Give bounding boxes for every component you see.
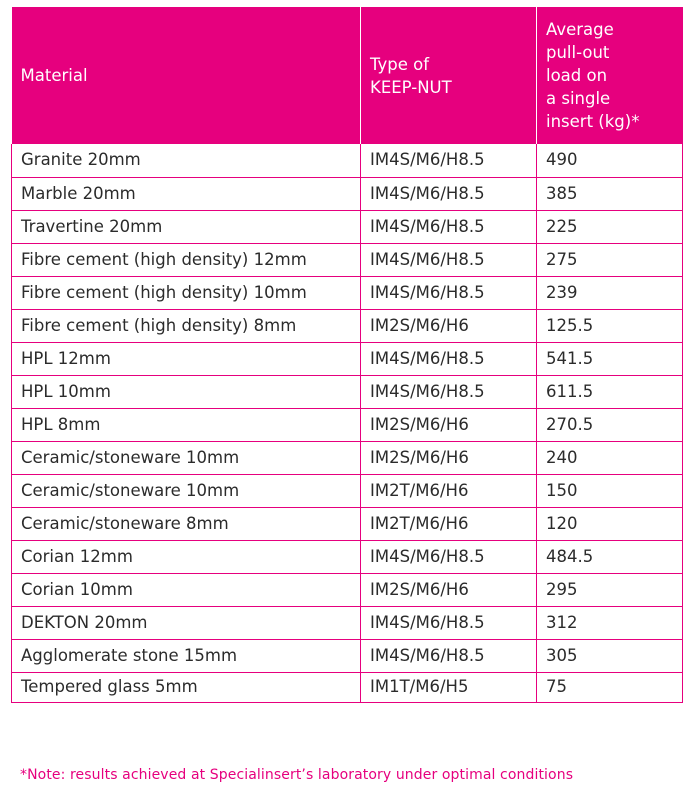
cell-pull-out-load: 240 xyxy=(537,441,683,474)
cell-keep-nut-type: IM2S/M6/H6 xyxy=(361,441,537,474)
cell-keep-nut-type: IM4S/M6/H8.5 xyxy=(361,540,537,573)
cell-material: Agglomerate stone 15mm xyxy=(12,639,361,672)
cell-material: Travertine 20mm xyxy=(12,210,361,243)
cell-pull-out-load: 484.5 xyxy=(537,540,683,573)
table-row xyxy=(12,210,683,243)
cell-keep-nut-type: IM4S/M6/H8.5 xyxy=(361,177,537,210)
table-row xyxy=(12,177,683,210)
cell-keep-nut-type: IM4S/M6/H8.5 xyxy=(361,639,537,672)
cell-pull-out-load: 225 xyxy=(537,210,683,243)
cell-keep-nut-type: IM4S/M6/H8.5 xyxy=(361,342,537,375)
cell-material: Corian 12mm xyxy=(12,540,361,573)
cell-material: Granite 20mm xyxy=(12,144,361,177)
cell-pull-out-load: 150 xyxy=(537,474,683,507)
cell-keep-nut-type: IM4S/M6/H8.5 xyxy=(361,243,537,276)
header-load xyxy=(537,7,683,144)
header-material-label: Material xyxy=(20,66,88,85)
cell-pull-out-load: 125.5 xyxy=(537,309,683,342)
table-row xyxy=(12,639,683,672)
cell-material: Ceramic/stoneware 8mm xyxy=(12,507,361,540)
cell-material: Fibre cement (high density) 12mm xyxy=(12,243,361,276)
cell-keep-nut-type: IM1T/M6/H5 xyxy=(361,672,537,702)
header-load-line: Average xyxy=(546,20,614,39)
table-row xyxy=(12,276,683,309)
cell-pull-out-load: 275 xyxy=(537,243,683,276)
cell-pull-out-load: 312 xyxy=(537,606,683,639)
table-row xyxy=(12,309,683,342)
header-type-line: Type of xyxy=(370,54,430,74)
cell-pull-out-load: 270.5 xyxy=(537,408,683,441)
cell-keep-nut-type: IM2T/M6/H6 xyxy=(361,474,537,507)
cell-keep-nut-type: IM2T/M6/H6 xyxy=(361,507,537,540)
table-row xyxy=(12,606,683,639)
header-type xyxy=(361,7,537,144)
table-header xyxy=(12,7,683,144)
header-load-line: insert (kg)* xyxy=(546,112,640,131)
header-type-line: KEEP-NUT xyxy=(370,77,452,97)
cell-pull-out-load: 239 xyxy=(537,276,683,309)
cell-keep-nut-type: IM2S/M6/H6 xyxy=(361,573,537,606)
header-load-line: a single xyxy=(546,89,611,108)
cell-keep-nut-type: IM4S/M6/H8.5 xyxy=(361,606,537,639)
cell-pull-out-load: 305 xyxy=(537,639,683,672)
table-row xyxy=(12,507,683,540)
cell-material: Ceramic/stoneware 10mm xyxy=(12,441,361,474)
table-body xyxy=(12,144,683,702)
cell-keep-nut-type: IM4S/M6/H8.5 xyxy=(361,375,537,408)
table-row xyxy=(12,573,683,606)
cell-pull-out-load: 490 xyxy=(537,144,683,177)
header-row xyxy=(12,7,683,144)
cell-pull-out-load: 120 xyxy=(537,507,683,540)
cell-material: DEKTON 20mm xyxy=(12,606,361,639)
cell-pull-out-load: 75 xyxy=(537,672,683,702)
cell-material: Fibre cement (high density) 8mm xyxy=(12,309,361,342)
cell-pull-out-load: 611.5 xyxy=(537,375,683,408)
cell-material: Corian 10mm xyxy=(12,573,361,606)
table-row xyxy=(12,672,683,702)
cell-pull-out-load: 295 xyxy=(537,573,683,606)
table-row xyxy=(12,375,683,408)
cell-pull-out-load: 541.5 xyxy=(537,342,683,375)
footnote: *Note: results achieved at Specialinsert’s laboratory under optimal conditions xyxy=(20,767,574,783)
table-row xyxy=(12,408,683,441)
table-row xyxy=(12,144,683,177)
cell-material: Ceramic/stoneware 10mm xyxy=(12,474,361,507)
cell-material: Marble 20mm xyxy=(12,177,361,210)
cell-material: Fibre cement (high density) 10mm xyxy=(12,276,361,309)
cell-material: HPL 12mm xyxy=(12,342,361,375)
cell-pull-out-load: 385 xyxy=(537,177,683,210)
cell-keep-nut-type: IM2S/M6/H6 xyxy=(361,309,537,342)
table-row xyxy=(12,474,683,507)
cell-material: HPL 8mm xyxy=(12,408,361,441)
cell-keep-nut-type: IM4S/M6/H8.5 xyxy=(361,276,537,309)
cell-material: Tempered glass 5mm xyxy=(12,672,361,702)
pull-out-load-table xyxy=(11,7,683,703)
table-row xyxy=(12,441,683,474)
cell-keep-nut-type: IM4S/M6/H8.5 xyxy=(361,210,537,243)
table-row xyxy=(12,540,683,573)
cell-keep-nut-type: IM2S/M6/H6 xyxy=(361,408,537,441)
header-material xyxy=(12,7,361,144)
table-row xyxy=(12,243,683,276)
header-load-line: load on xyxy=(546,66,608,85)
cell-material: HPL 10mm xyxy=(12,375,361,408)
header-load-line: pull-out xyxy=(546,43,610,62)
table-row xyxy=(12,342,683,375)
cell-keep-nut-type: IM4S/M6/H8.5 xyxy=(361,144,537,177)
